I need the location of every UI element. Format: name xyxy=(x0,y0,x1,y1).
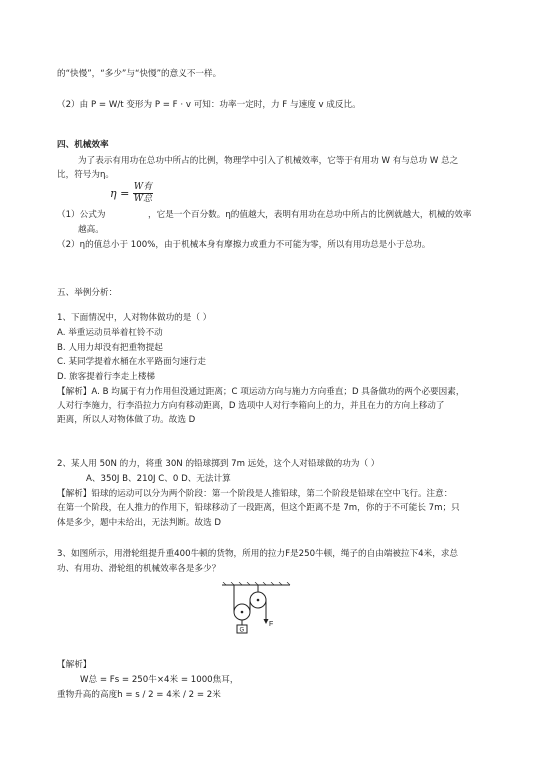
question-2: 2、某人用 50N 的力，将重 30N 的铅球掷到 7m 远处，这个人对铅球做的功为（ ） xyxy=(57,459,380,469)
question-3: 功、有用功、滑轮组的机械效率各是多少？ xyxy=(57,564,221,574)
section-heading: 四、机械效率 xyxy=(57,140,109,150)
text-line: 越高。 xyxy=(78,225,104,235)
text-line: 比，符号为η。 xyxy=(57,170,115,180)
force-label: F xyxy=(269,621,274,628)
option-a: A. 举重运动员举着杠铃不动 xyxy=(57,328,163,338)
solution-line: 人对行李施力，行李沿拉力方向有移动距离，D 选项中人对行李箱向上的力，并且在力的方向上移动了 xyxy=(57,401,445,411)
text-line: （2）η的值总小于 100%，由于机械本身有摩擦力或重力不可能为零，所以有用功总是小于总功。 xyxy=(57,240,431,250)
solution-line: W总 = Fs = 250牛×4米 = 1000焦耳， xyxy=(80,675,239,685)
formula-fraction xyxy=(133,182,153,206)
solution-line: 距离，所以人对物体做了功。故选 D xyxy=(57,415,196,425)
load-label: G xyxy=(239,627,245,634)
option-d: D. 旅客提着行李走上楼梯 xyxy=(57,372,156,382)
fixed-pulley-axle xyxy=(257,599,260,602)
option-b: B. 人用力却没有把重物提起 xyxy=(57,343,163,353)
force-arrow xyxy=(264,619,269,624)
formula-eta: η = xyxy=(110,186,130,200)
question-1: 1、下面情况中，人对物体做功的是（ ） xyxy=(57,313,212,323)
solution-line: 体是多少，题中未给出，无法判断。故选 D xyxy=(57,518,222,528)
solution-line: 在第一个阶段，在人推力的作用下，铅球移动了一段距离，但这个距离不是 7m，你的于不可能长 7m；只 xyxy=(57,503,460,513)
question-2-options: A、350J B、210J C、0 D、无法计算 xyxy=(86,474,231,484)
efficiency-formula xyxy=(110,182,153,206)
question-3: 3、如图所示，用滑轮组提升重400牛顿的货物，所用的拉力F是250牛顿，绳子的自由端被拉下4米，求总 xyxy=(57,549,459,559)
section-heading: 五、举例分析： xyxy=(57,288,118,298)
solution-line: 【解析】A. B 均属于有力作用但没通过距离；C 项运动方向与施力方向垂直；D 具备做功的两个必要因素， xyxy=(57,387,465,397)
solution-line: 重物升高的高度h = s / 2 = 4米 / 2 = 2米 xyxy=(57,690,221,700)
solution-heading: 【解析】 xyxy=(57,660,92,670)
text-line: （1）公式为 xyxy=(57,210,106,220)
formula-numerator: W有 xyxy=(133,182,153,194)
text-line: 为了表示有用功在总功中所占的比例，物理学中引入了机械效率，它等于有用功 W 有与总功 W 总之 xyxy=(78,156,459,166)
solution-line: 【解析】铅球的运动可以分为两个阶段：第一个阶段是人推铅球，第二个阶段是铅球在空中飞行。注意： xyxy=(57,489,453,499)
pulley-figure xyxy=(220,582,300,636)
text-line: （2）由 P = W/t 变形为 P = F · v 可知：功率一定时，力 F 与速度 v 成反比。 xyxy=(57,100,361,110)
movable-pulley-axle xyxy=(241,611,244,614)
text-line: ，它是一个百分数。η的值越大，表明有用功在总功中所占的比例就越大，机械的效率 xyxy=(148,210,472,220)
formula-denominator: W总 xyxy=(133,194,153,205)
option-c: C. 某同学提着水桶在水平路面匀速行走 xyxy=(57,357,206,367)
text-line: 的“快慢”，“多少”与“快慢”的意义不一样。 xyxy=(57,69,222,79)
